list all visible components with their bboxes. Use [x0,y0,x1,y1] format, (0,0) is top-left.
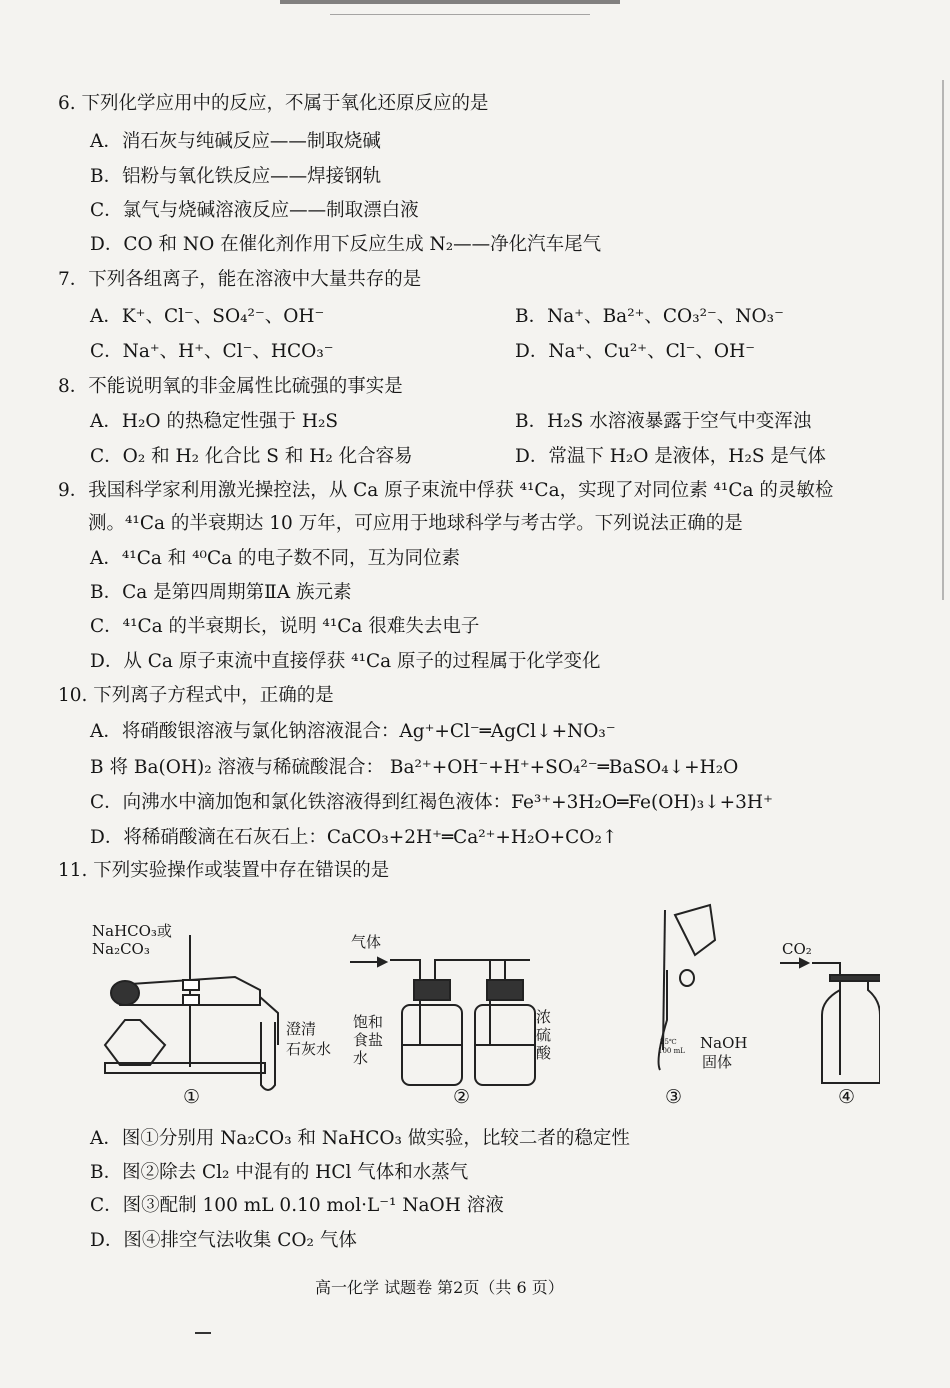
flask-marking: 100 mL [658,1047,685,1055]
question-stem: 11. 下列实验操作或装置中存在错误的是 [58,860,390,881]
figure-label: 饱和 [353,1013,384,1031]
option-d: D．从 Ca 原子束流中直接俘获 ⁴¹Ca 原子的过程属于化学变化 [90,651,601,672]
option-a: A．消石灰与纯碱反应——制取烧碱 [90,131,381,152]
option-c: C．Na⁺、H⁺、Cl⁻、HCO₃⁻ [90,341,334,362]
figure-label: 浓 [536,1008,552,1026]
option-d: D．CO 和 NO 在催化剂作用下反应生成 N₂——净化汽车尾气 [90,234,602,255]
question-stem: 6. 下列化学应用中的反应，不属于氧化还原反应的是 [58,93,489,114]
figure-label: 酸 [536,1044,552,1062]
option-b: B．图②除去 Cl₂ 中混有的 HCl 气体和水蒸气 [90,1162,469,1183]
figure-label: 气体 [351,933,382,951]
test-tube-drawing [258,1020,278,1095]
figure-label: Na₂CO₃ [92,940,150,958]
figure-number: ① [183,1086,201,1108]
page-footer: 高一化学 试题卷 第2页（共 6 页） [315,1278,564,1297]
question-stem: 9．我国科学家利用激光操控法，从 Ca 原子束流中俘获 ⁴¹Ca，实现了对同位素 ⁴¹Ca 的灵敏检 [58,480,834,501]
figure-label: 固体 [702,1053,733,1071]
figure-label: 石灰水 [286,1040,332,1058]
question-stem: 8．不能说明氧的非金属性比硫强的事实是 [58,376,403,397]
option-b: B．Na⁺、Ba²⁺、CO₃²⁻、NO₃⁻ [515,306,784,327]
option-d: D．图④排空气法收集 CO₂ 气体 [90,1230,357,1251]
option-d: D．Na⁺、Cu²⁺、Cl⁻、OH⁻ [515,341,755,362]
gas-collection-bottle-drawing [780,955,880,1085]
option-d: D．常温下 H₂O 是液体，H₂S 是气体 [515,446,826,467]
question-stem: 7．下列各组离子，能在溶液中大量共存的是 [58,269,422,290]
figure-label: 水 [353,1049,369,1067]
figure-label: NaOH [700,1034,748,1052]
question-stem-cont: 测。⁴¹Ca 的半衰期达 10 万年，可应用于地球科学与考古学。下列说法正确的是 [88,513,743,534]
option-c: C．向沸水中滴加饱和氯化铁溶液得到红褐色液体：Fe³⁺+3H₂O═Fe(OH)₃↓+3H⁺ [90,792,773,813]
option-a: A．K⁺、Cl⁻、SO₄²⁻、OH⁻ [90,306,325,327]
option-c: C．图③配制 100 mL 0.10 mol·L⁻¹ NaOH 溶液 [90,1195,504,1216]
figure-number: ③ [665,1086,683,1108]
option-b: B．Ca 是第四周期第ⅡA 族元素 [90,582,352,603]
option-c: C．⁴¹Ca 的半衰期长，说明 ⁴¹Ca 很难失去电子 [90,616,480,637]
option-a: A．图①分别用 Na₂CO₃ 和 NaHCO₃ 做实验，比较二者的稳定性 [90,1128,630,1149]
scan-artifact [280,0,620,4]
option-b: B 将 Ba(OH)₂ 溶液与稀硫酸混合： Ba²⁺+OH⁻+H⁺+SO₄²⁻═BaSO₄↓+H₂O [90,757,739,778]
option-c: C．O₂ 和 H₂ 化合比 S 和 H₂ 化合容易 [90,446,413,467]
figure-label: NaHCO₃或 [92,922,172,940]
page-edge [942,80,944,600]
figure-label: 硫 [536,1026,552,1044]
figure-number: ④ [838,1086,856,1108]
figure-label: CO₂ [782,940,812,958]
option-c: C．氯气与烧碱溶液反应——制取漂白液 [90,200,419,221]
option-a: A．⁴¹Ca 和 ⁴⁰Ca 的电子数不同，互为同位素 [90,548,461,569]
figure-label: 澄清 [286,1020,317,1038]
question-stem: 10. 下列离子方程式中，正确的是 [58,685,334,706]
option-b: B．H₂S 水溶液暴露于空气中变浑浊 [515,411,812,432]
figure-label: 食盐 [353,1031,384,1049]
figure-number: ② [453,1086,471,1108]
flask-marking: 25℃ [660,1038,677,1046]
scan-artifact [195,1332,211,1334]
option-a: A．H₂O 的热稳定性强于 H₂S [90,411,339,432]
option-a: A．将硝酸银溶液与氯化钠溶液混合：Ag⁺+Cl⁻═AgCl↓+NO₃⁻ [90,721,616,742]
option-b: B．铝粉与氧化铁反应——焊接钢轨 [90,166,382,187]
option-d: D．将稀硝酸滴在石灰石上：CaCO₃+2H⁺═Ca²⁺+H₂O+CO₂↑ [90,827,618,848]
scan-artifact [330,14,590,15]
